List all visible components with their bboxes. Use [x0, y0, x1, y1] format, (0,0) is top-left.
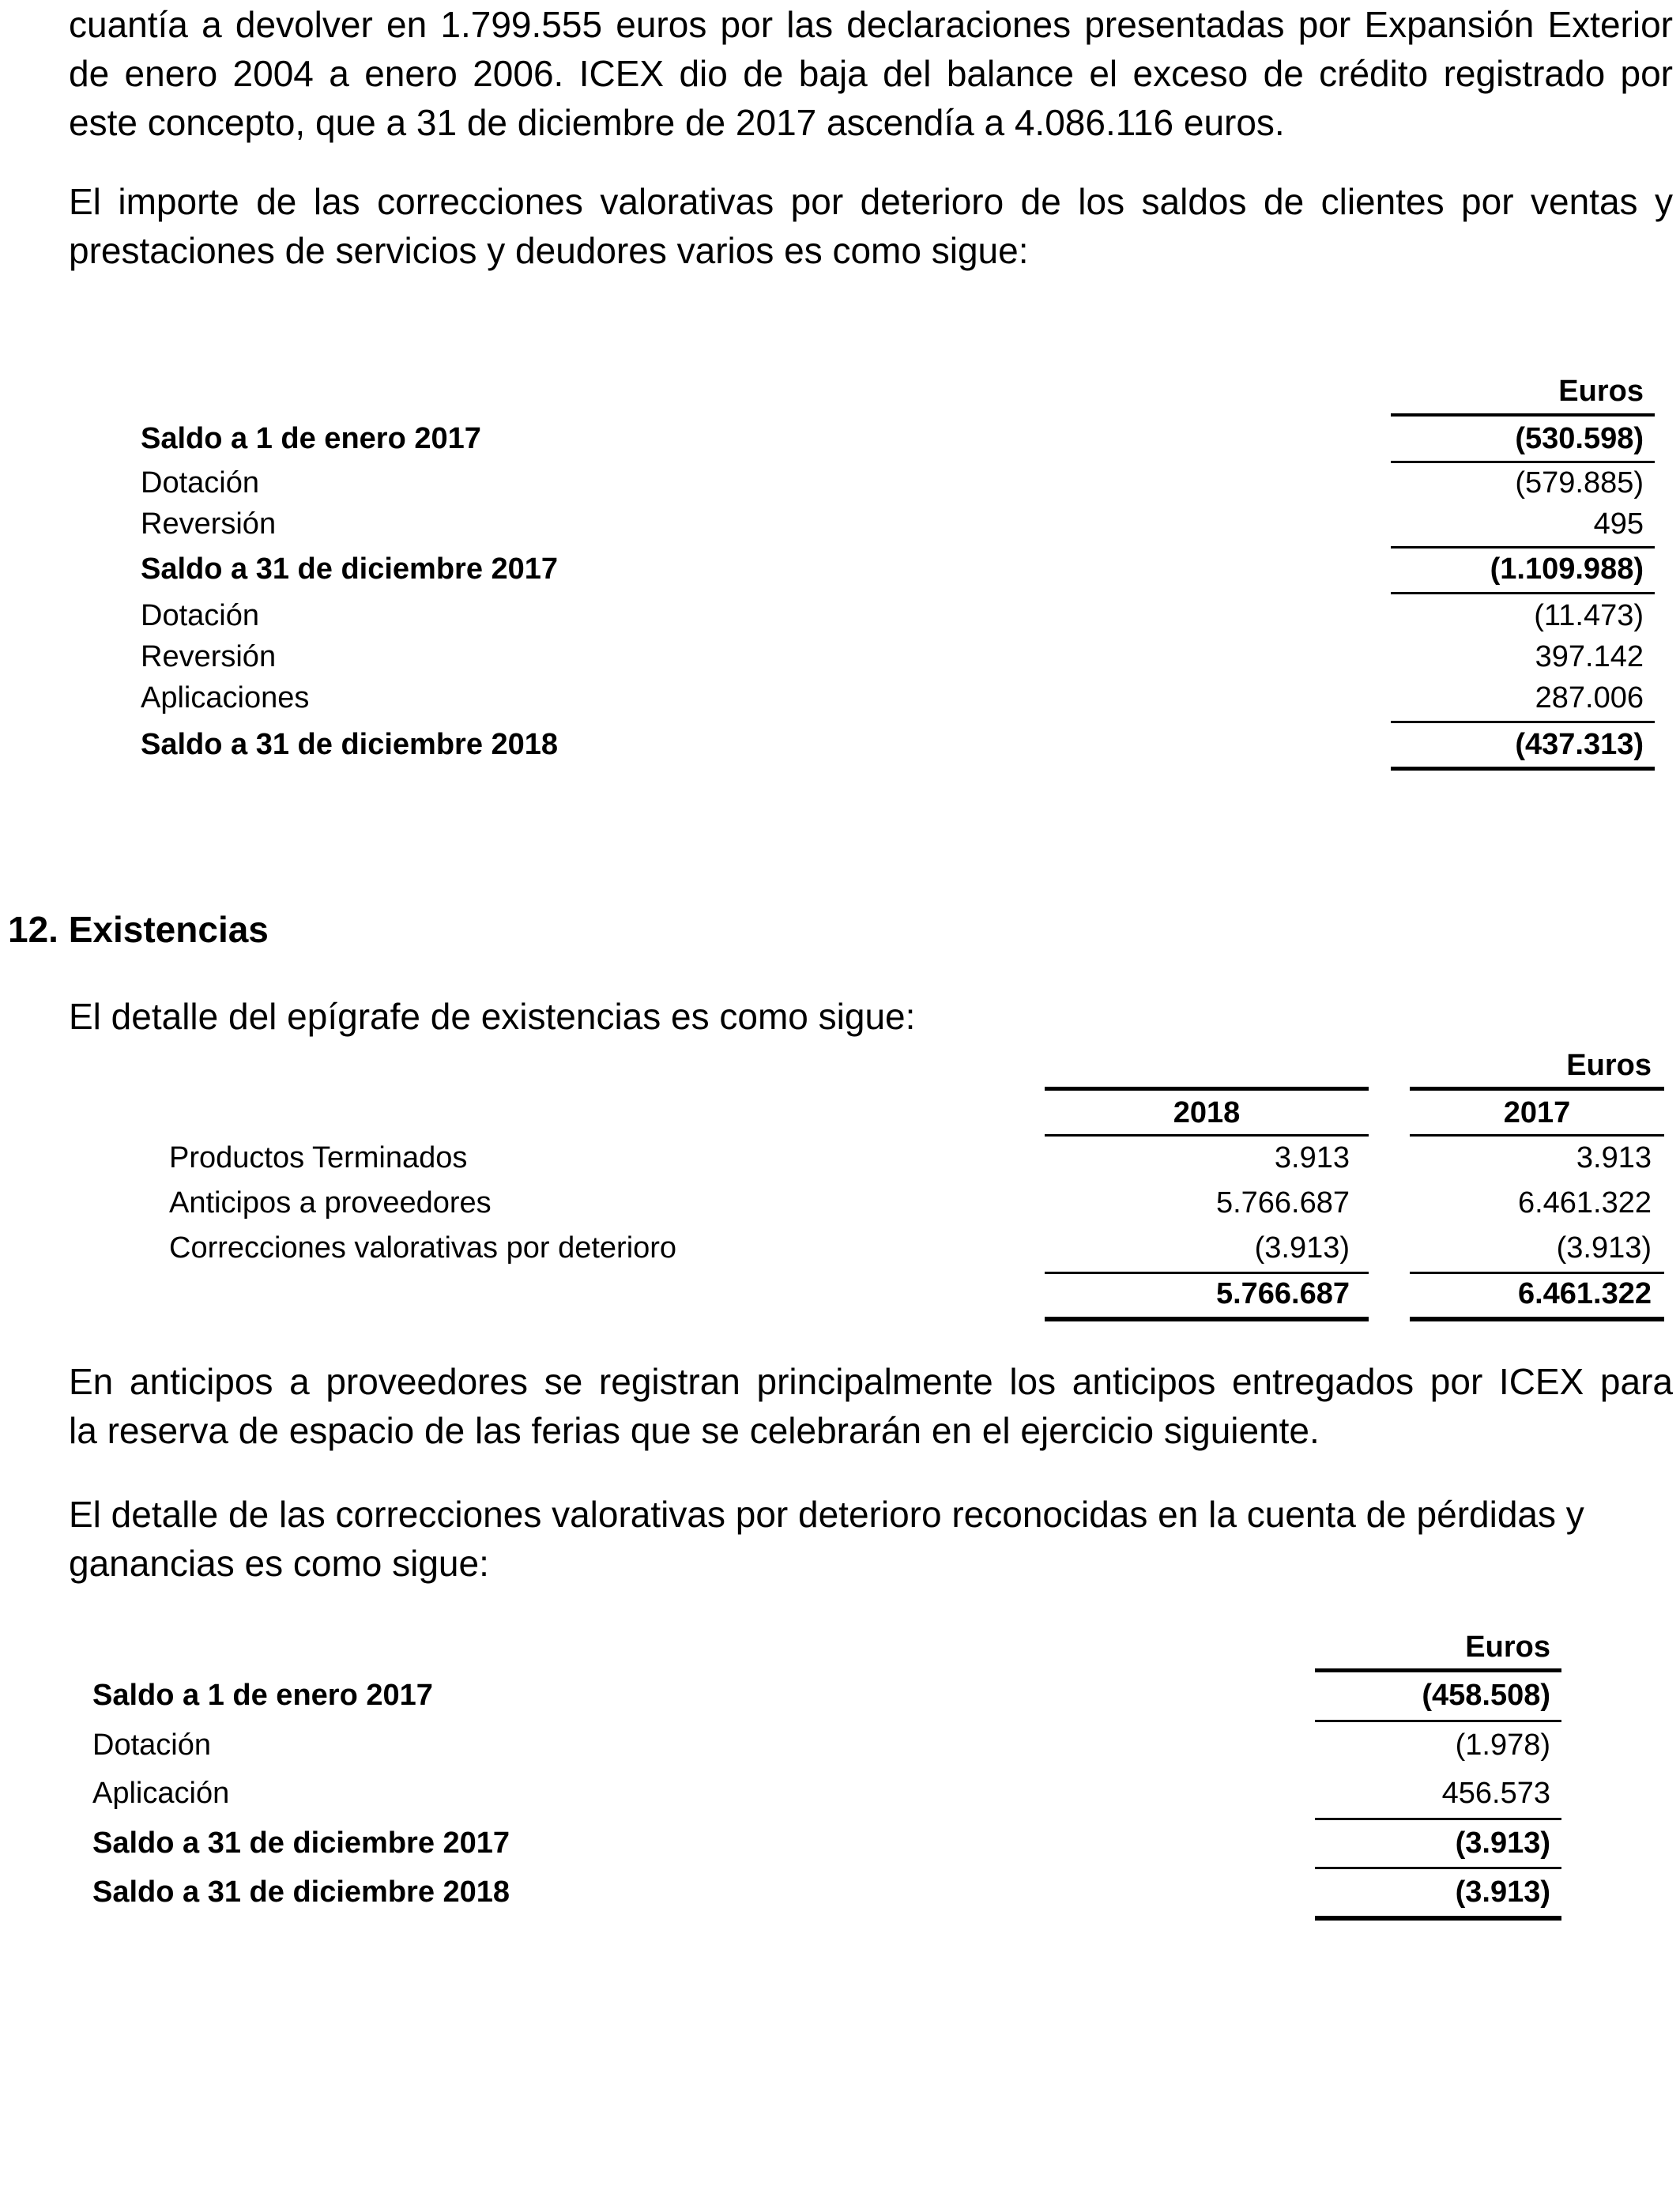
table1-row-value: 287.006 [1535, 681, 1644, 714]
existencias-intro-line: El detalle del epígrafe de existencias es como sigue: [69, 996, 916, 1037]
table3-row-label: Saldo a 31 de diciembre 2018 [92, 1875, 510, 1909]
intro-line: este concepto, que a 31 de diciembre de 2017 ascendía a 4.086.116 euros. [69, 102, 1285, 143]
table1-row-value: (437.313) [1515, 728, 1644, 761]
table3-rule [1315, 1818, 1561, 1820]
table3-row-value: (3.913) [1455, 1875, 1550, 1909]
table2-row-label: Correcciones valorativas por deterioro [169, 1231, 677, 1265]
table2-colhead-rule [1410, 1134, 1664, 1137]
table2-total-2018: 5.766.687 [1215, 1277, 1350, 1310]
table3-row-value: (458.508) [1422, 1679, 1550, 1712]
table2-total-2017: 6.461.322 [1517, 1277, 1652, 1310]
table2-subtotal-rule [1410, 1272, 1664, 1274]
table3-header-rule [1315, 1668, 1561, 1672]
intro-line: de enero 2004 a enero 2006. ICEX dio de baja del balance el exceso de crédito registrado por [69, 53, 1673, 94]
table1-row-value: (11.473) [1534, 599, 1644, 632]
existencias-intro [69, 992, 1673, 1041]
deterioro-paragraph [69, 177, 1673, 275]
table1-row-label: Reversión [141, 507, 277, 541]
table1-row-label: Reversión [141, 640, 277, 673]
table2-col-2017: 2017 [1503, 1096, 1571, 1129]
table3-row-label: Dotación [92, 1728, 211, 1762]
anticipos-paragraph [69, 1357, 1673, 1455]
table1-row-label: Saldo a 1 de enero 2017 [141, 422, 481, 455]
table2-cell-2018: 3.913 [1274, 1141, 1350, 1174]
table2-header-rule [1045, 1087, 1369, 1091]
table3-unit-header: Euros [1465, 1630, 1550, 1664]
table1-row-label: Dotación [141, 599, 259, 632]
detalle-line: El detalle de las correcciones valorativas por deterioro reconocidas en la cuenta de pérdidas y [69, 1494, 1584, 1535]
table3-row-label: Saldo a 31 de diciembre 2017 [92, 1826, 510, 1860]
table2-cell-2017: 6.461.322 [1517, 1186, 1652, 1220]
table1-row-value: 495 [1593, 507, 1644, 541]
table3-row-value: 456.573 [1441, 1777, 1550, 1810]
table2-cell-2017: (3.913) [1556, 1231, 1652, 1265]
table1-row-label: Aplicaciones [141, 681, 310, 714]
table3-row-value: (3.913) [1455, 1826, 1550, 1860]
table1-rule [1391, 461, 1655, 463]
table2-cell-2017: 3.913 [1576, 1141, 1652, 1174]
anticipos-line: la reserva de espacio de las ferias que se celebrarán en el ejercicio siguiente. [69, 1410, 1320, 1451]
detalle-paragraph [69, 1490, 1673, 1588]
table3-total-rule [1315, 1916, 1561, 1921]
deterioro-line: prestaciones de servicios y deudores varios es como sigue: [69, 230, 1029, 271]
intro-line: cuantía a devolver en 1.799.555 euros por las declaraciones presentadas por Expansión Exterior [69, 4, 1673, 45]
table2-row-label: Productos Terminados [169, 1141, 468, 1174]
table1-row-label: Saldo a 31 de diciembre 2017 [141, 552, 559, 586]
deterioro-line: El importe de las correcciones valorativas por deterioro de los saldos de clientes por ventas y [69, 181, 1673, 222]
table3-rule [1315, 1867, 1561, 1869]
table2-cell-2018: (3.913) [1254, 1231, 1350, 1265]
table2-total-rule [1410, 1317, 1664, 1321]
table2-unit-header: Euros [1566, 1049, 1652, 1082]
table1-row-value: 397.142 [1535, 640, 1644, 673]
table1-total-rule [1391, 767, 1655, 771]
table3-row-label: Aplicación [92, 1777, 230, 1810]
table2-cell-2018: 5.766.687 [1215, 1186, 1350, 1220]
anticipos-line: En anticipos a proveedores se registran principalmente los anticipos entregados por ICEX para [69, 1361, 1673, 1402]
table1-row-value: (530.598) [1515, 422, 1644, 455]
table2-colhead-rule [1045, 1134, 1369, 1137]
table1-row-value: (579.885) [1515, 466, 1644, 499]
table2-subtotal-rule [1045, 1272, 1369, 1274]
table1-unit-header: Euros [1558, 375, 1644, 408]
table3-row-value: (1.978) [1455, 1728, 1550, 1762]
table1-rule [1391, 721, 1655, 723]
section-title: 12. Existencias [8, 909, 269, 950]
table3-row-label: Saldo a 1 de enero 2017 [92, 1679, 433, 1712]
table2-total-rule [1045, 1317, 1369, 1321]
table1-row-label: Dotación [141, 466, 259, 499]
table1-row-value: (1.109.988) [1490, 552, 1644, 586]
table3-rule [1315, 1720, 1561, 1722]
table2-col-2018: 2018 [1173, 1096, 1241, 1129]
intro-paragraph [69, 0, 1673, 147]
table1-rule [1391, 546, 1655, 548]
table1-rule [1391, 592, 1655, 594]
table1-row-label: Saldo a 31 de diciembre 2018 [141, 728, 559, 761]
table1-header-rule [1391, 413, 1655, 417]
table2-row-label: Anticipos a proveedores [169, 1186, 492, 1220]
detalle-line: ganancias es como sigue: [69, 1543, 489, 1584]
table2-header-rule [1410, 1087, 1664, 1091]
